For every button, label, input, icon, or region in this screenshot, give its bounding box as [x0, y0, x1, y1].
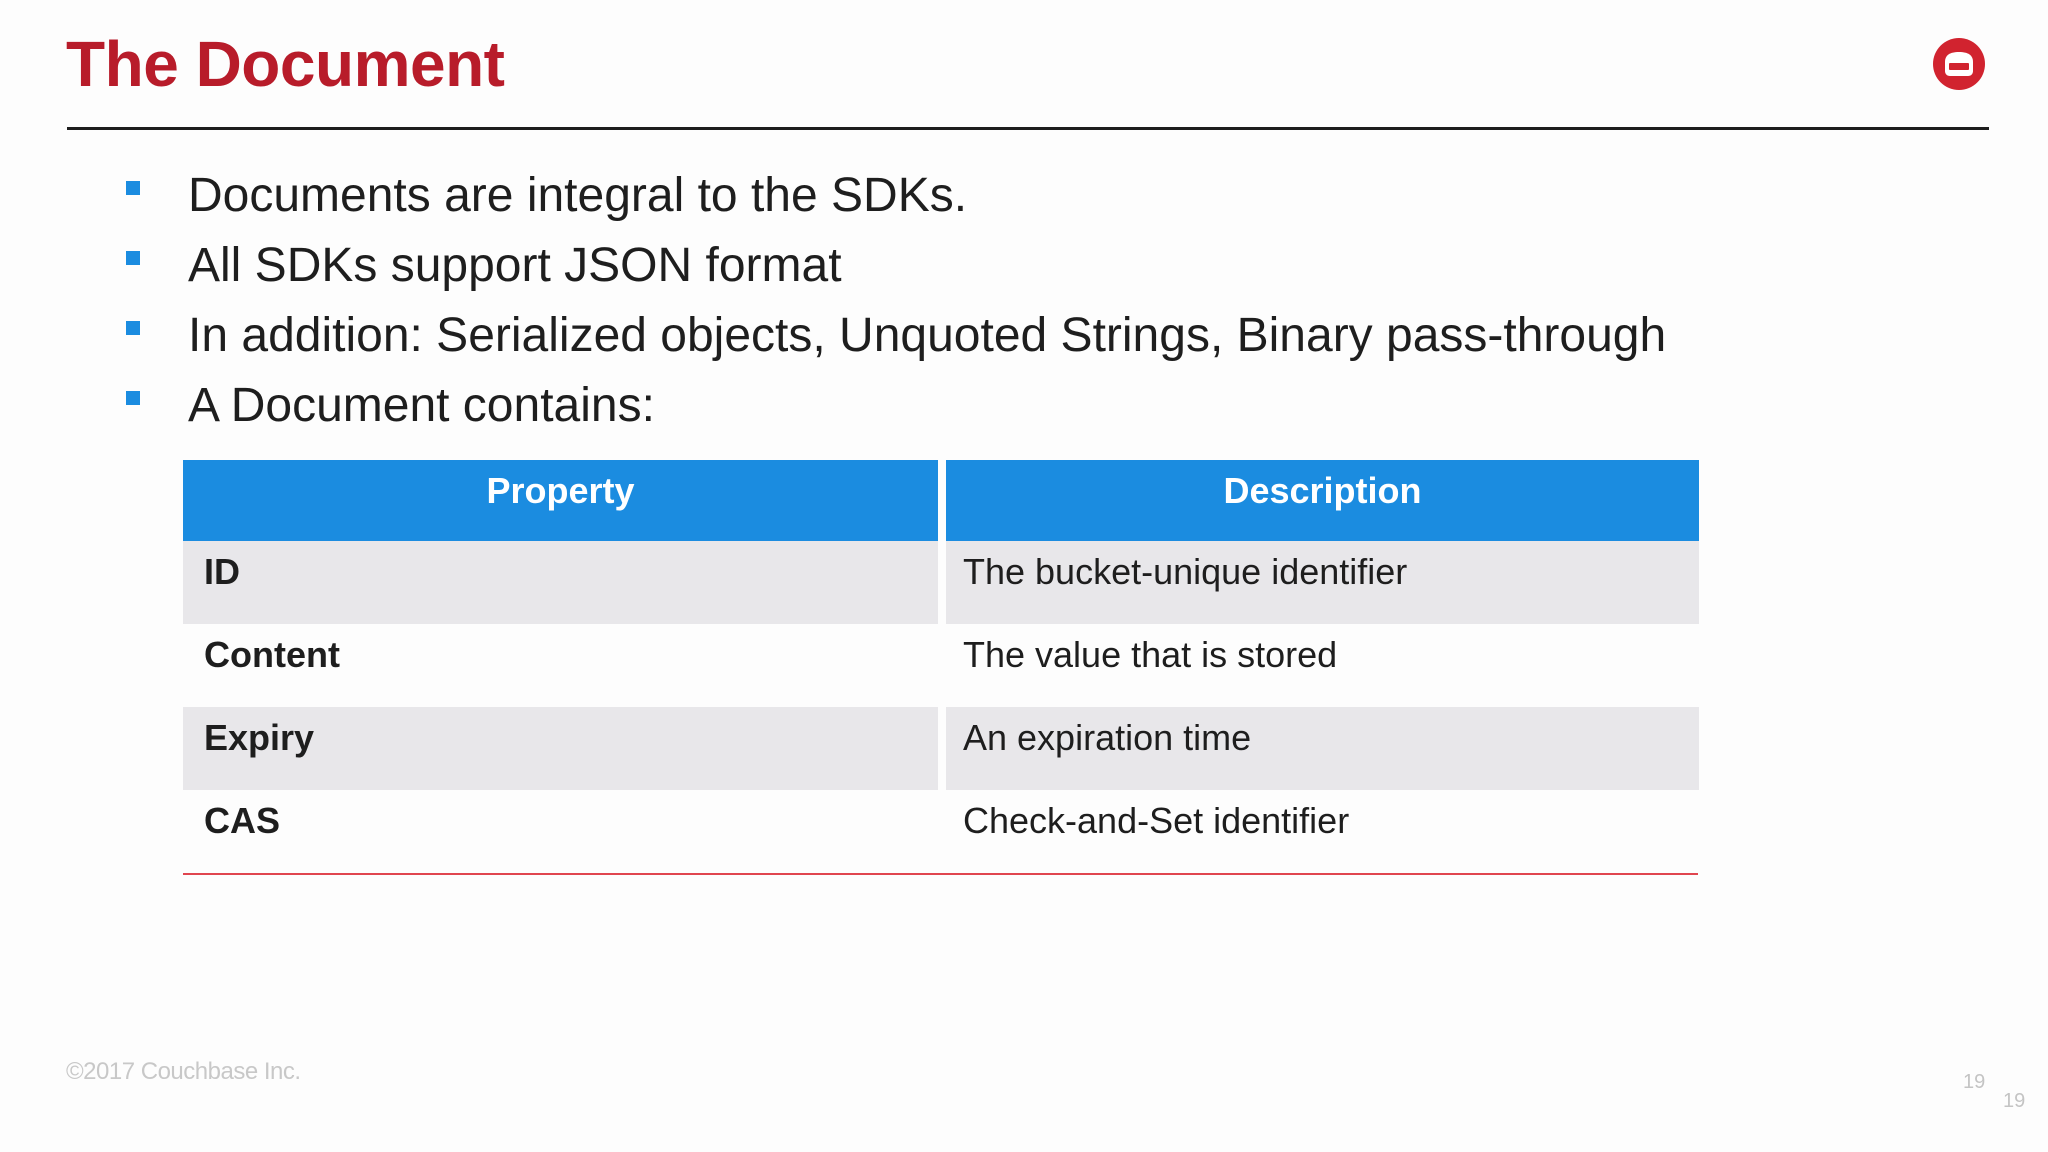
slide-title: The Document: [66, 28, 505, 100]
column-gap: [938, 460, 946, 541]
table-row: [183, 624, 1699, 707]
description-cell: The bucket-unique identifier: [946, 541, 1699, 624]
bullet-item: [126, 160, 1666, 230]
column-header-description: Description: [946, 460, 1699, 541]
column-header-property: Property: [183, 460, 938, 541]
property-cell: Content: [183, 624, 938, 707]
document-properties-table: [183, 460, 1699, 873]
bullet-square-icon: [126, 321, 140, 335]
column-gap: [938, 707, 946, 790]
bullet-item: [126, 230, 1666, 300]
property-cell: CAS: [183, 790, 938, 873]
property-cell: ID: [183, 541, 938, 624]
page-number-echo: 19: [2003, 1090, 2026, 1112]
description-cell: An expiration time: [946, 707, 1699, 790]
description-cell: The value that is stored: [946, 624, 1699, 707]
bullet-square-icon: [126, 391, 140, 405]
property-cell: Expiry: [183, 707, 938, 790]
column-gap: [938, 624, 946, 707]
column-gap: [938, 790, 946, 873]
bullet-square-icon: [126, 181, 140, 195]
bullet-item: [126, 370, 1666, 440]
table-row: [183, 790, 1699, 873]
page-number: 19: [1963, 1071, 1986, 1093]
bullet-list: [126, 160, 1666, 440]
table-header-row: [183, 460, 1699, 541]
bullet-text: All SDKs support JSON format: [188, 238, 842, 292]
bullet-text: In addition: Serialized objects, Unquoted Strings, Binary pass-through: [188, 308, 1667, 362]
bullet-square-icon: [126, 251, 140, 265]
table-bottom-rule: [183, 873, 1698, 875]
copyright-footer: ©2017 Couchbase Inc.: [66, 1058, 301, 1085]
column-gap: [938, 541, 946, 624]
table-row: [183, 707, 1699, 790]
description-cell: Check-and-Set identifier: [946, 790, 1699, 873]
bullet-text: Documents are integral to the SDKs.: [188, 168, 968, 222]
bullet-text: A Document contains:: [188, 378, 655, 432]
title-divider: [67, 127, 1989, 130]
bullet-item: [126, 300, 1666, 370]
couchbase-logo-icon: [1933, 38, 1985, 90]
table-row: [183, 541, 1699, 624]
